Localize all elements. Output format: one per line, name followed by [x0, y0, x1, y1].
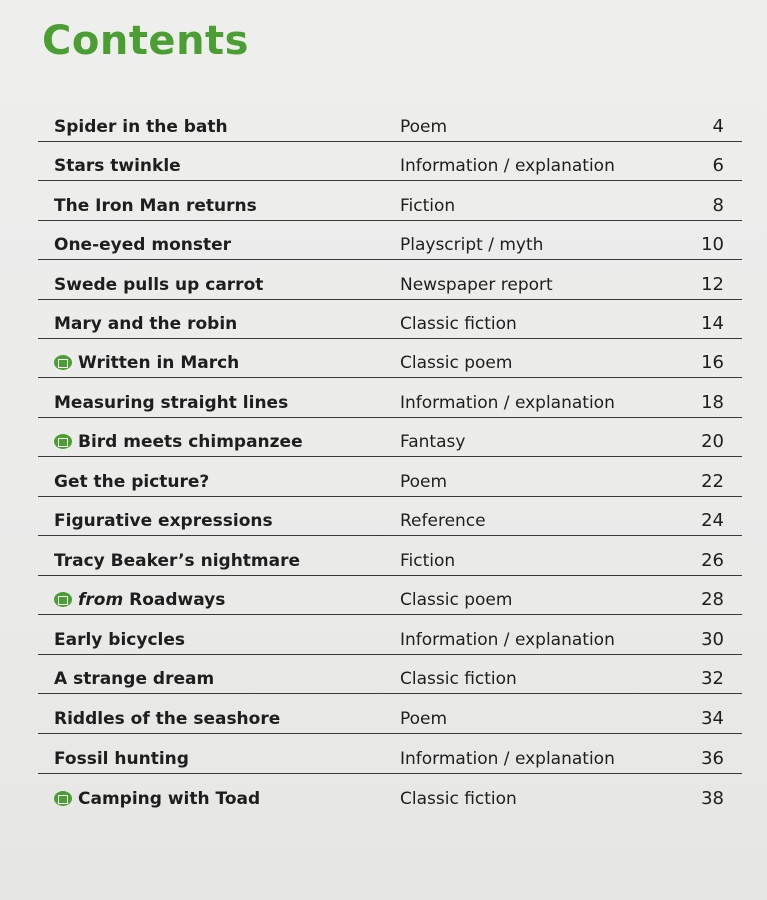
entry-genre: Information / explanation [400, 156, 615, 176]
contents-row [38, 576, 742, 615]
contents-row [38, 735, 742, 774]
contents-row [38, 655, 742, 694]
entry-title-text: Mary and the robin [54, 314, 238, 334]
entry-title-text: Fossil hunting [54, 749, 189, 769]
entry-title-text: Bird meets chimpanzee [78, 432, 303, 452]
entry-title-text: Riddles of the seashore [54, 709, 281, 729]
entry-title [54, 314, 237, 334]
entry-genre: Poem [400, 472, 448, 492]
entry-title [54, 353, 239, 373]
entry-page-number: 18 [701, 392, 724, 413]
entry-title-text: Spider in the bath [54, 117, 228, 137]
entry-page-number: 10 [701, 234, 724, 255]
entry-genre: Classic poem [400, 353, 513, 373]
contents-row [38, 774, 742, 813]
entry-genre: Classic fiction [400, 789, 517, 809]
entry-title-text: Written in March [78, 353, 240, 373]
entry-page-number: 4 [712, 116, 724, 137]
entry-title-text: Camping with Toad [78, 789, 261, 809]
contents-row [38, 221, 742, 260]
entry-page-number: 24 [701, 510, 724, 531]
entry-genre: Fiction [400, 551, 456, 571]
entry-title [54, 511, 273, 531]
entry-title [54, 196, 257, 216]
entry-title [54, 709, 280, 729]
entry-genre: Classic fiction [400, 314, 517, 334]
entry-title [54, 551, 300, 571]
entry-title-text: Early bicycles [54, 630, 186, 650]
entry-title [54, 749, 189, 769]
entry-title-text: Get the picture? [54, 472, 210, 492]
entry-title-text: Stars twinkle [54, 156, 181, 176]
entry-page-number: 26 [701, 550, 724, 571]
entry-page-number: 8 [712, 195, 724, 216]
entry-page-number: 36 [701, 748, 724, 769]
open-book-icon [54, 434, 72, 449]
entry-genre: Information / explanation [400, 749, 615, 769]
entry-title [54, 393, 288, 413]
entry-genre: Playscript / myth [400, 235, 544, 255]
entry-title [54, 789, 260, 809]
entry-genre: Newspaper report [400, 275, 553, 295]
entry-page-number: 32 [701, 668, 724, 689]
contents-row [38, 418, 742, 457]
entry-genre: Classic poem [400, 590, 513, 610]
entry-genre: Reference [400, 511, 486, 531]
entry-genre: Information / explanation [400, 393, 615, 413]
entry-title [54, 275, 263, 295]
entry-page-number: 22 [701, 471, 724, 492]
entry-page-number: 16 [701, 352, 724, 373]
entry-title-text: The Iron Man returns [54, 196, 257, 216]
entry-title [54, 472, 209, 492]
page-title: Contents [42, 18, 249, 64]
contents-row [38, 261, 742, 300]
entry-title-prefix: from [78, 590, 124, 610]
entry-page-number: 28 [701, 589, 724, 610]
entry-page-number: 14 [701, 313, 724, 334]
open-book-icon [54, 592, 72, 607]
entry-page-number: 6 [712, 155, 724, 176]
contents-row [38, 458, 742, 497]
entry-title [54, 630, 185, 650]
contents-row [38, 339, 742, 378]
entry-title-text: Tracy Beaker’s nightmare [54, 551, 301, 571]
entry-title [54, 235, 231, 255]
entry-title [54, 590, 225, 610]
entry-title [54, 156, 181, 176]
entry-page-number: 34 [701, 708, 724, 729]
entry-genre: Poem [400, 709, 448, 729]
entry-genre: Classic fiction [400, 669, 517, 689]
entry-title-text: Measuring straight lines [54, 393, 289, 413]
entry-page-number: 20 [701, 431, 724, 452]
entry-title-text: A strange dream [54, 669, 215, 689]
entry-title-text: Roadways [129, 590, 226, 610]
open-book-icon [54, 791, 72, 806]
contents-row [38, 142, 742, 181]
entry-title-text: Figurative expressions [54, 511, 273, 531]
contents-row [38, 497, 742, 536]
entry-title [54, 117, 228, 137]
entry-title-text: Swede pulls up carrot [54, 275, 264, 295]
entry-title-text: One-eyed monster [54, 235, 232, 255]
contents-row [38, 695, 742, 734]
entry-genre: Fantasy [400, 432, 466, 452]
entry-genre: Information / explanation [400, 630, 615, 650]
entry-genre: Poem [400, 117, 448, 137]
contents-row [38, 537, 742, 576]
contents-row [38, 379, 742, 418]
entry-title [54, 669, 214, 689]
entry-page-number: 12 [701, 274, 724, 295]
contents-row [38, 616, 742, 655]
open-book-icon [54, 355, 72, 370]
contents-row [38, 182, 742, 221]
entry-page-number: 30 [701, 629, 724, 650]
contents-row [38, 103, 742, 142]
entry-title [54, 432, 303, 452]
entry-page-number: 38 [701, 788, 724, 809]
entry-genre: Fiction [400, 196, 456, 216]
contents-row [38, 300, 742, 339]
